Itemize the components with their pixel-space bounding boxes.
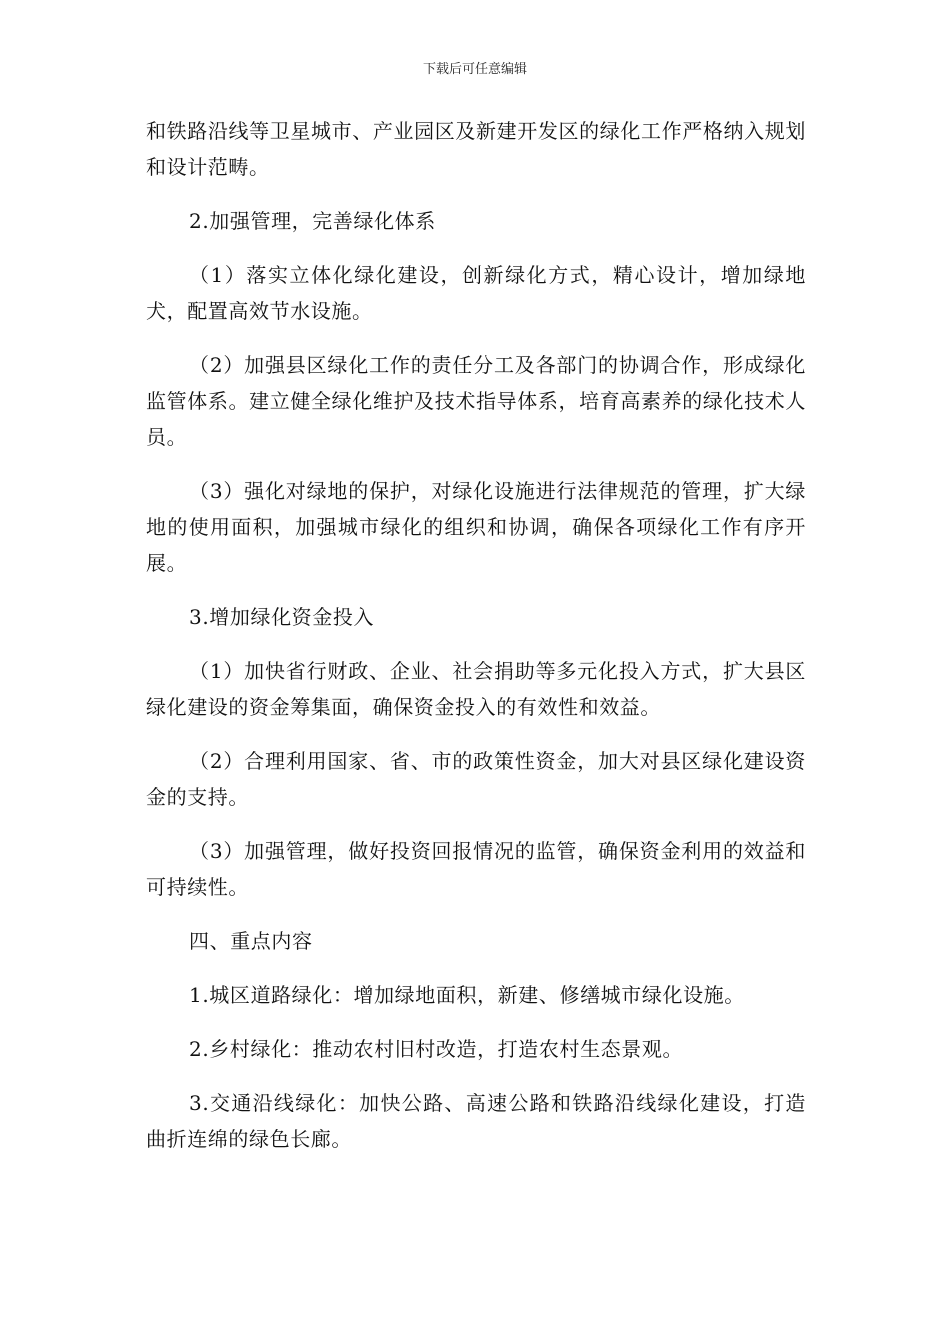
paragraph: 2.乡村绿化：推动农村旧村改造，打造农村生态景观。: [189, 1037, 684, 1061]
paragraph: （2）合理利用国家、省、市的政策性资金，加大对县区绿化建设资金的支持。: [146, 749, 806, 809]
section-heading: 3.增加绿化资金投入: [189, 605, 375, 629]
document-body: [146, 113, 806, 1175]
paragraph: （3）加强管理，做好投资回报情况的监管，确保资金利用的效益和可持续性。: [146, 839, 806, 899]
paragraph: （1）加快省行财政、企业、社会捐助等多元化投入方式，扩大县区绿化建设的资金筹集面，确保资金投入的有效性和效益。: [146, 659, 806, 719]
paragraph: （3）强化对绿地的保护，对绿化设施进行法律规范的管理，扩大绿地的使用面积，加强城市绿化的组织和协调，确保各项绿化工作有序开展。: [146, 479, 806, 575]
paragraph: 和铁路沿线等卫星城市、产业园区及新建开发区的绿化工作严格纳入规划和设计范畴。: [146, 119, 806, 179]
paragraph: （1）落实立体化绿化建设，创新绿化方式，精心设计，增加绿地犬，配置高效节水设施。: [146, 263, 806, 323]
paragraph: 3.交通沿线绿化：加快公路、高速公路和铁路沿线绿化建设，打造曲折连绵的绿色长廊。: [146, 1091, 806, 1151]
section-heading: 2.加强管理，完善绿化体系: [189, 209, 436, 233]
header-note: 下载后可任意编辑: [422, 62, 527, 77]
chapter-heading: 四、重点内容: [189, 929, 313, 953]
paragraph: 1.城区道路绿化：增加绿地面积，新建、修缮城市绿化设施。: [189, 983, 745, 1007]
paragraph: （2）加强县区绿化工作的责任分工及各部门的协调合作，形成绿化监管体系。建立健全绿化维护及技术指导体系，培育高素养的绿化技术人员。: [146, 353, 806, 449]
